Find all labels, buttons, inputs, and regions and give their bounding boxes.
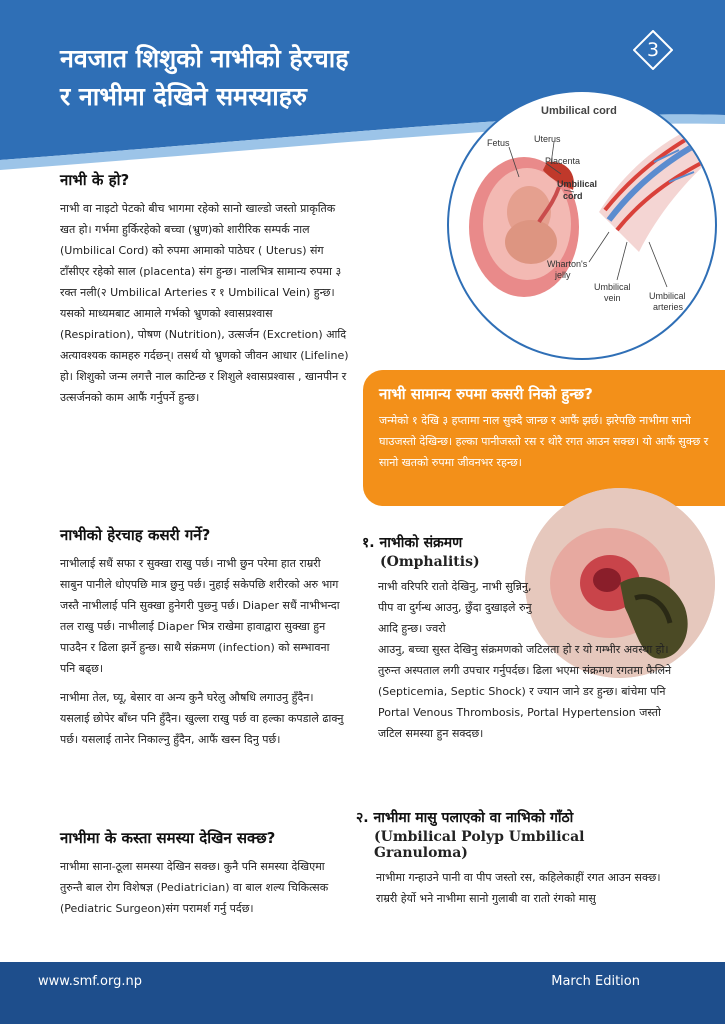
label-fetus: Fetus <box>487 138 510 148</box>
umbilical-cord-illustration <box>449 92 717 360</box>
section-body <box>60 198 350 408</box>
problem-subtitle: (Umbilical Polyp Umbilical Granuloma) <box>374 829 585 861</box>
problem-body: नाभीमा गन्हाउने पानी वा पीप जस्तो रस, कहिलेकाहीं रगत आउन सक्छ। राम्ररी हेर्यो भने नाभीमा सानो गुलाबी वा रातो रंगको मासु <box>376 871 661 905</box>
problem-body-wide: आउनु, बच्चा सुस्त देखिनु संक्रमणको जटिलता हो र यो गम्भीर अवस्था हो। तुरुन्त अस्पताल लगी उपचार गर्नुपर्दछ। ढिला भएमा संक्रमण रगतमा फैलिने (Septicemia, Septic Shock) र ज्यान जाने डर हुन्छ। बांचेमा पनि Portal Venous Thrombosis, Portal Hypertension जस्तो जटिल समस्या हुन सक्दछ। <box>378 643 672 740</box>
label-uterus: Uterus <box>534 134 561 144</box>
section-paragraph: नाभी वा नाइटो पेटको बीच भागमा रहेको सानो खाल्डो जस्तो प्राकृतिक खत हो। गर्भमा हुर्किरहेको बच्चा (भ्रुण)को शारीरिक सम्पर्क नाल (Umbilical Cord) को रुपमा आमाको पाठेघर ( Uterus) संग टाँसीएर रहेको साल (placenta) संग हुन्छ। नालभित्र सामान्य रुपमा ३ रक्त नली(२ Umbilical Arteries र १ Umbilical Vein) हुन्छ। यसको माध्यमबाट आमाले गर्भको भ्रुणको श्वासप्रश्वास (Respiration), पोषण (Nutrition), उत्सर्जन (Excretion) आदि अत्यावश्यक कामहरु गर्दछन्। तसर्थ यो भ्रुणको जीवन आधार (Lifeline) हो। शिशुको जन्म लगत्तै नाल काटिन्छ र शिशुले श्वासप्रश्वास , खानपीन र उत्सर्जनको काम आफैं गर्नुपर्ने हुन्छ। <box>60 202 349 404</box>
section-paragraph: नाभीमा साना-ठूला समस्या देखिन सक्छ। कुनै पनि समस्या देखिएमा तुरुन्तै बाल रोग विशेषज्ञ (Pediatrician) वा बाल शल्य चिकित्सक (Pediatric Surgeon)संग परामर्श गर्नु पर्दछ। <box>60 860 329 915</box>
label-vein-1: Umbilical <box>594 282 631 292</box>
label-umbilical: Umbilical <box>557 179 598 189</box>
healing-callout <box>363 370 725 506</box>
label-arteries-1: Umbilical <box>649 291 686 301</box>
problem-title: २. नाभीमा मासु पलाएको वा नाभिको गाँठो <box>356 810 574 826</box>
problem-subtitle: (Omphalitis) <box>380 554 480 570</box>
callout-title: नाभी सामान्य रुपमा कसरी निको हुन्छ? <box>379 385 593 403</box>
section-title: नाभी के हो? <box>60 171 130 189</box>
website-link[interactable]: www.smf.org.np <box>38 974 142 989</box>
edition-label: March Edition <box>551 974 640 989</box>
problem-omphalitis <box>362 533 692 744</box>
section-title: नाभीको हेरचाह कसरी गर्ने? <box>60 526 211 544</box>
section-paragraph: नाभीलाई सधैं सफा र सुक्खा राखु पर्छ। नाभी छुन परेमा हात राम्ररी साबुन पानीले धोएपछि मात्र छुनु पर्छ। नुहाई सकेपछि शरीरको अरु भाग जस्तै नाभीलाई पनि सुक्खा हुनेगरी पुछ्नु पर्छ। Diaper सधैं नाभीभन्दा तल राखु पर्छ। नाभीलाई Diaper भित्र राखेमा हावाद्वारा सुक्खा हुन पाउदैन र ढिला झर्ने हुन्छ। साथै संक्रमण (infection) को सम्भावना पनि बढ्छ। <box>60 557 340 675</box>
problem-title: १. नाभीको संक्रमण <box>362 535 463 551</box>
problem-body-narrow: नाभी वरिपरि रातो देखिनु, नाभी सुन्निनु, पीप वा दुर्गन्ध आउनु, छुँदा दुखाइले रुनु आदि हुन्छ। ज्वरो <box>378 580 532 635</box>
callout-body: जन्मेको १ देखि ३ हप्तामा नाल सुक्दै जान्छ र आफैं झर्छ। झरेपछि नाभीमा सानो घाउजस्तो देखिन्छ। हल्का पानीजस्तो रस र थोरै रगत आउन सक्छ। यो आफैं सुक्छ र सानो खतको रुपमा जीवनभर रहन्छ। <box>379 414 709 469</box>
title-line-2: र नाभीमा देखिने समस्याहरु <box>60 82 308 111</box>
diagram-title: Umbilical cord <box>541 105 617 117</box>
section-navel-care <box>60 525 345 758</box>
section-what-is-navel <box>60 170 350 416</box>
page-number: 3 <box>646 39 660 61</box>
label-wharton-1: Wharton's <box>547 259 588 269</box>
label-placenta: Placenta <box>545 156 581 166</box>
title-line-1: नवजात शिशुको नाभीको हेरचाह <box>60 44 349 73</box>
section-title: नाभीमा के कस्ता समस्या देखिन सक्छ? <box>60 829 276 847</box>
label-cord: cord <box>563 191 583 201</box>
problem-umbilical-granuloma <box>356 808 676 909</box>
page-title <box>60 40 440 116</box>
section-body <box>60 856 350 919</box>
section-body <box>60 553 345 750</box>
section-paragraph: नाभीमा तेल, घ्यू, बेसार वा अन्य कुनै घरेलु औषधि लगाउनु हुँदैन। यसलाई छोपेर बाँध्न पनि हुँदैन। खुल्ला राखु पर्छ वा हल्का कपडाले ढाक्नु पर्छ। यसलाई तानेर निकाल्नु हुँदैन, आफैं खस्न दिनु पर्छ। <box>60 691 344 746</box>
section-navel-problems <box>60 828 350 927</box>
footer-bar <box>0 962 725 1024</box>
umbilical-cord-diagram <box>447 90 717 360</box>
label-vein-2: vein <box>604 293 621 303</box>
label-wharton-2: jelly <box>555 270 571 280</box>
label-arteries-2: arteries <box>653 302 684 312</box>
